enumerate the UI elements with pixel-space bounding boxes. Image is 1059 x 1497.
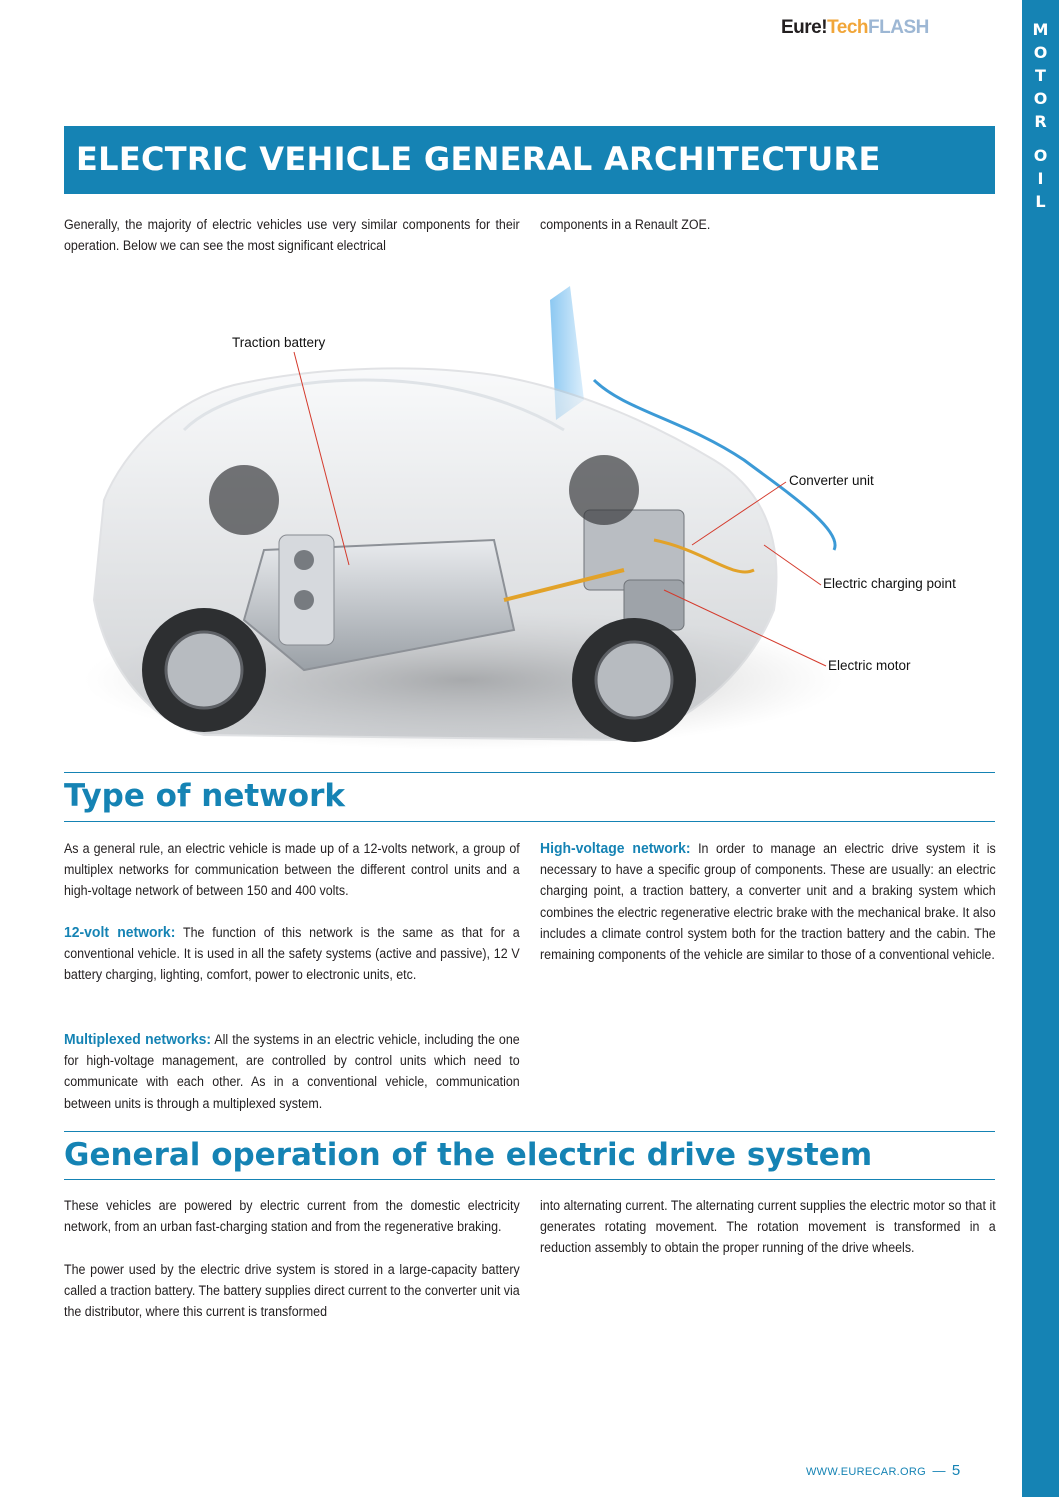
logo-flash: FLASH <box>868 17 929 38</box>
logo-tech: Tech <box>827 17 869 38</box>
side-tab <box>1022 0 1059 1497</box>
section-rule <box>64 1131 995 1132</box>
high-voltage-heading: High-voltage network: <box>540 840 691 857</box>
label-electric-motor: Electric motor <box>828 658 911 673</box>
twelve-volt-heading: 12-volt network: <box>64 924 176 941</box>
label-traction-battery: Traction battery <box>232 335 326 350</box>
side-tab-letter: T <box>1035 66 1046 85</box>
section-title-general-operation: General operation of the electric drive system <box>64 1137 873 1173</box>
eurotech-flash-logo <box>781 17 929 41</box>
high-voltage-paragraph <box>540 838 996 965</box>
logo-eure: Eure! <box>781 17 828 38</box>
footer-dash: — <box>932 1463 946 1478</box>
side-tab-letter: R <box>1034 112 1047 131</box>
page-number: 5 <box>951 1462 961 1479</box>
network-intro-paragraph: As a general rule, an electric vehicle is made up of a 12-volts network, a group of multiplex networks for communication between the different control units and a high-voltage network of between 150 and 400 volts. <box>64 841 520 899</box>
multiplexed-text: All the systems in an electric vehicle, including the one for high-voltage management, are controlled by control units which need to communicate with each other. As in a conventional vehicle, communication between units is through a multiplexed system. <box>64 1032 520 1111</box>
section-title-type-of-network: Type of network <box>64 778 346 814</box>
side-tab-letter: L <box>1035 192 1046 211</box>
side-tab-letter: I <box>1037 169 1044 188</box>
section-rule <box>64 821 995 822</box>
page-title: ELECTRIC VEHICLE GENERAL ARCHITECTURE <box>76 140 881 178</box>
intro-col1: Generally, the majority of electric vehicles use very similar components for their operation. Below we can see the most significant electrical <box>64 217 520 254</box>
title-banner <box>64 126 995 194</box>
side-tab-letter: O <box>1033 89 1048 108</box>
renault-zoe-cutaway-illustration <box>64 280 995 750</box>
twelve-volt-text: The function of this network is the same as that for a conventional vehicle. It is used in all the safety systems (active and passive), 12 V battery charging, lighting, comfort, power to electronic units, etc. <box>64 925 520 983</box>
side-tab-letter: O <box>1033 43 1048 62</box>
section-rule <box>64 772 995 773</box>
operation-paragraph-1: These vehicles are powered by electric current from the domestic electricity network, from an urban fast-charging station and from the regenerative braking. <box>64 1198 520 1235</box>
multiplexed-paragraph <box>64 1029 520 1114</box>
label-converter-unit: Converter unit <box>789 473 874 488</box>
operation-paragraph-3: into alternating current. The alternating current supplies the electric motor so that it generates rotating movement. The rotation movement is transformed in a reduction assembly to obtain the proper running of the drive wheels. <box>540 1198 996 1256</box>
vehicle-diagram <box>64 280 995 750</box>
page-footer <box>806 1462 960 1480</box>
label-electric-charging-point: Electric charging point <box>823 576 956 591</box>
high-voltage-text: In order to manage an electric drive system it is necessary to have a specific group of components. These are usually: an electric charging point, a traction battery, a converter unit and a braking system which combines the electric regenerative electric brake with the mechanical brake. It also includes a climate control system both for the traction battery and the cabin. The remaining components of the vehicle are similar to those of a conventional vehicle. <box>540 841 996 963</box>
footer-url[interactable]: WWW.EURECAR.ORG <box>806 1466 926 1478</box>
intro-col2: components in a Renault ZOE. <box>540 217 711 232</box>
section-rule <box>64 1179 995 1180</box>
side-tab-letter: O <box>1033 146 1048 165</box>
side-tab-letter: M <box>1032 20 1049 39</box>
twelve-volt-paragraph <box>64 922 520 986</box>
operation-paragraph-2: The power used by the electric drive system is stored in a large-capacity battery called a traction battery. The battery supplies direct current to the converter unit via the distributor, where this current is transformed <box>64 1262 520 1320</box>
multiplexed-heading: Multiplexed networks: <box>64 1031 212 1048</box>
